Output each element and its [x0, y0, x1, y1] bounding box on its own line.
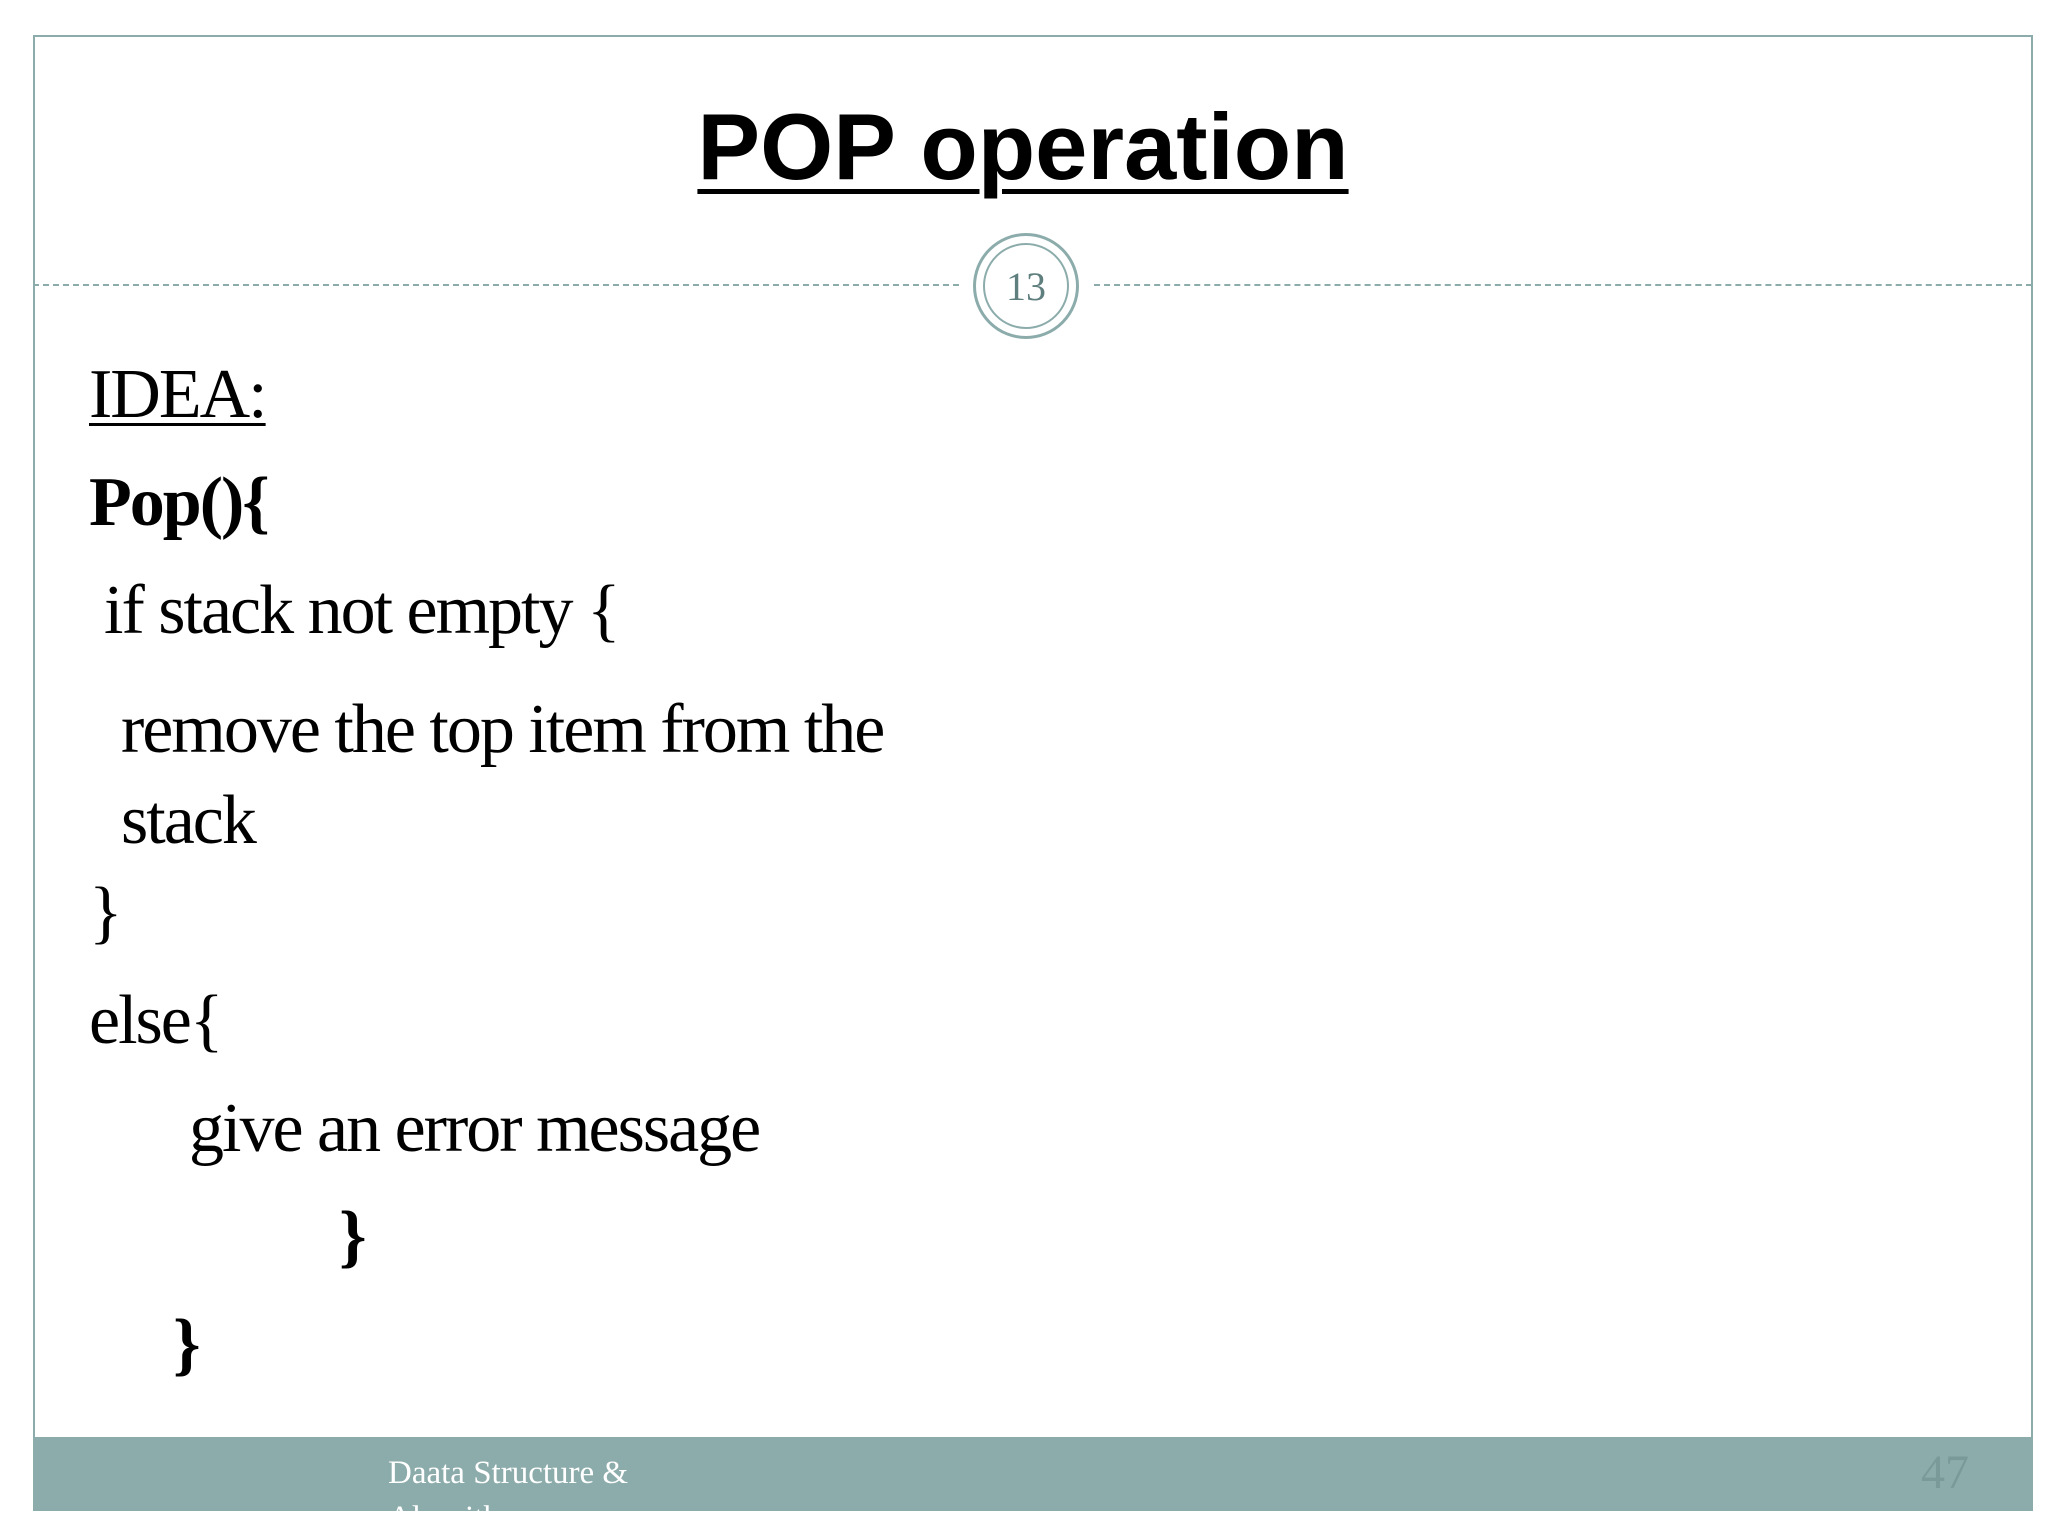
- slide-number-badge: [973, 233, 1079, 339]
- code-line-if: if stack not empty {: [104, 572, 619, 649]
- code-line-close-else: }: [339, 1198, 365, 1275]
- slide-title: POP operation: [697, 94, 1349, 199]
- code-line-close-pop: }: [173, 1306, 199, 1383]
- divider-right: [1094, 284, 2032, 286]
- slide-number: 13: [983, 243, 1069, 329]
- idea-label: IDEA:: [89, 356, 266, 433]
- footer-page-number: 47: [1921, 1446, 1969, 1499]
- code-line-close-if: }: [89, 874, 121, 951]
- divider-left: [33, 284, 959, 286]
- slide-footer: [33, 1437, 2033, 1536]
- code-line-error: give an error message: [189, 1090, 760, 1167]
- code-line-pop: Pop(){: [89, 464, 268, 541]
- footer-course-title: Daata Structure & Algorithm: [388, 1455, 629, 1536]
- code-line-else: else{: [89, 982, 222, 1059]
- code-line-remove: remove the top item from the stack: [121, 691, 884, 859]
